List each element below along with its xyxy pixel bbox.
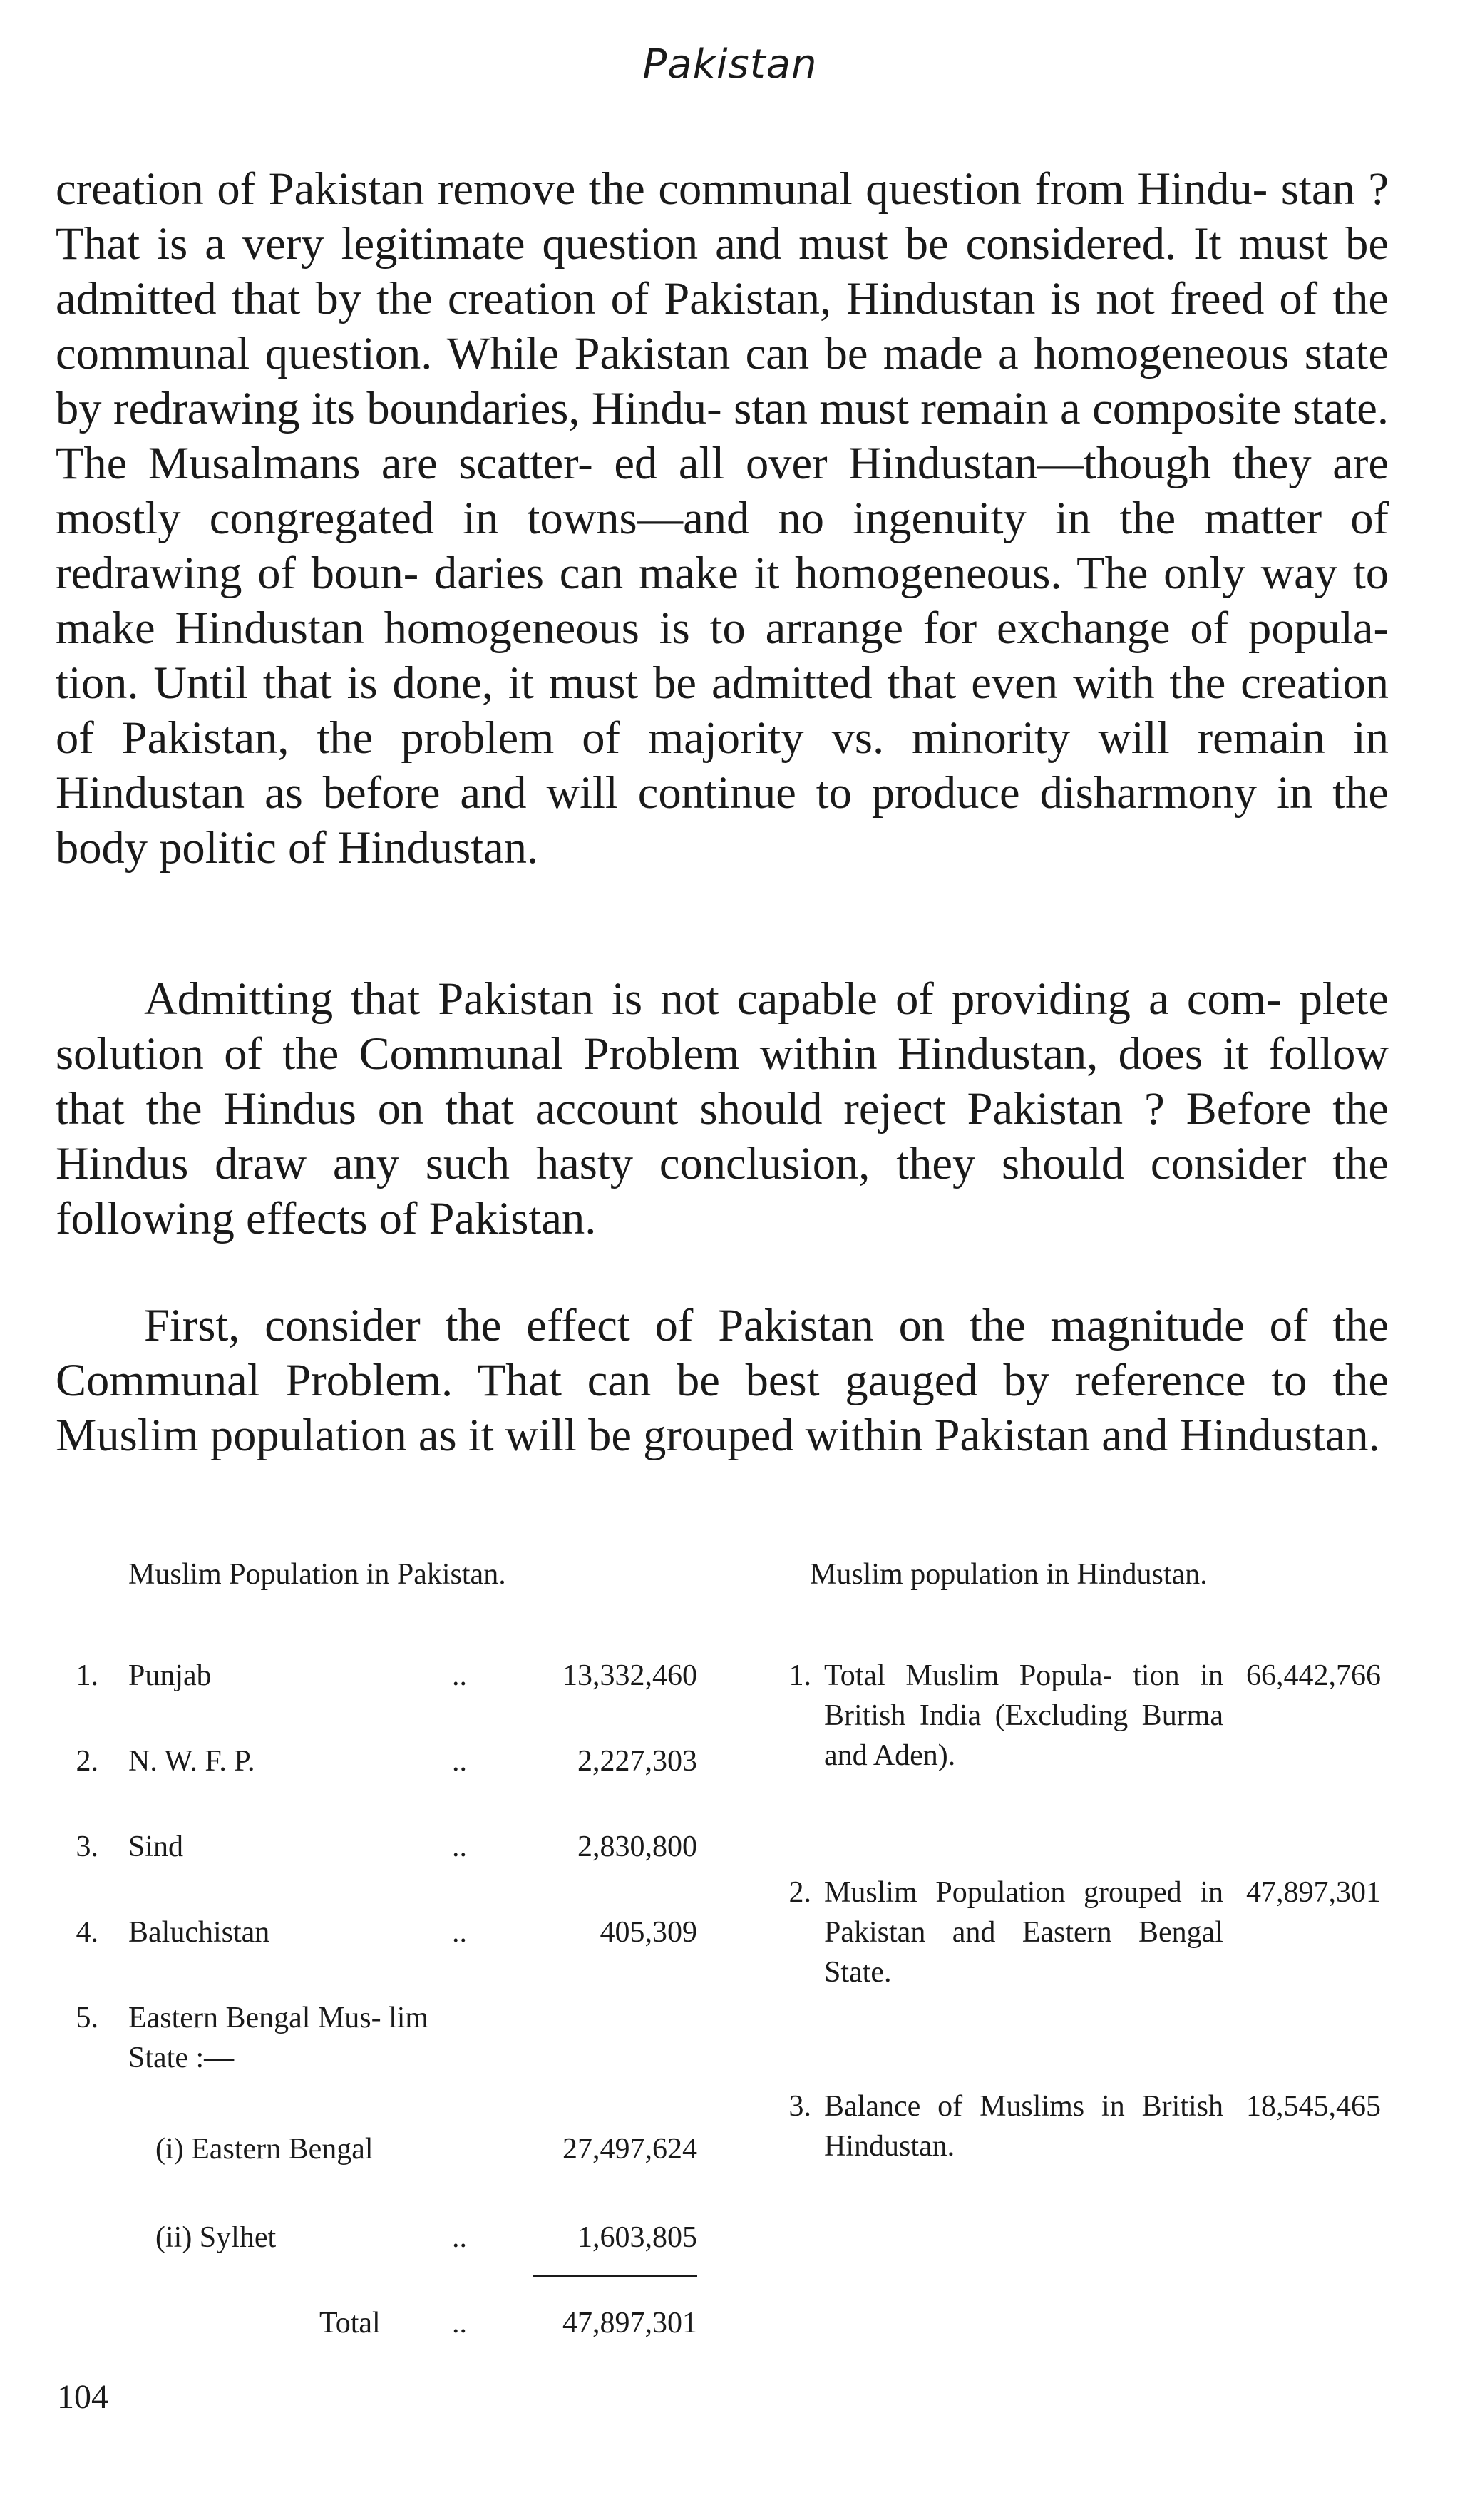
row-label: (i) Eastern Bengal (155, 2133, 374, 2166)
leader-dots: .. (452, 2307, 467, 2340)
table-pakistan-heading: Muslim Population in Pakistan. (128, 1558, 506, 1591)
page-number: 104 (57, 2378, 108, 2416)
row-value: 2,227,303 (577, 1745, 697, 1778)
row-label: N. W. F. P. (128, 1745, 255, 1778)
row-value: 18,545,465 (1246, 2090, 1381, 2123)
row-label: Eastern Bengal Mus- lim State :— (128, 2002, 429, 2074)
total-rule (533, 2275, 697, 2277)
row-value: 27,497,624 (562, 2133, 697, 2166)
paragraph-2: Admitting that Pakistan is not capable of providing a com- plete solution of the Communal Problem within Hindustan, does it follow that the Hindus on that account should reject Pakistan ? Before the Hindus draw any such hasty conclusion, they should consider the following effects of Pakistan. (56, 973, 1389, 1244)
table-hindustan (740, 1554, 1389, 2424)
row-value: 405,309 (600, 1916, 697, 1949)
row-label: Baluchistan (128, 1916, 270, 1949)
row-label: Punjab (128, 1659, 212, 1692)
table-hindustan-heading: Muslim population in Hindustan. (810, 1558, 1208, 1591)
row-label: Muslim Population grouped in Pakistan and Eastern Bengal State. (824, 1876, 1223, 1989)
row-value: 13,332,460 (562, 1659, 697, 1692)
population-tables (56, 1554, 1389, 2424)
row-value: 1,603,805 (577, 2221, 697, 2254)
row-number: 4. (76, 1916, 98, 1949)
leader-dots: .. (452, 1830, 467, 1863)
leader-dots: .. (452, 1659, 467, 1692)
total-label: Total (319, 2307, 381, 2340)
row-number: 3. (76, 1830, 98, 1863)
row-value: 47,897,301 (1246, 1876, 1381, 1909)
row-label: (ii) Sylhet (155, 2221, 277, 2254)
row-label: Sind (128, 1830, 184, 1863)
paragraph-3: First, consider the effect of Pakistan on the magnitude of the Communal Problem. That can be best gauged by reference to the Muslim population as it will be grouped within Pakistan and Hindustan. (56, 1300, 1389, 1460)
row-number: 1. (76, 1659, 98, 1692)
row-value: 2,830,800 (577, 1830, 697, 1863)
row-label: Balance of Muslims in British Hindustan. (824, 2090, 1223, 2163)
leader-dots: .. (452, 1916, 467, 1949)
row-number: 5. (76, 2002, 98, 2034)
row-number: 1. (788, 1659, 811, 1692)
running-head: Pakistan (642, 41, 818, 88)
row-number: 3. (788, 2090, 811, 2123)
row-value: 66,442,766 (1246, 1659, 1381, 1692)
row-number: 2. (76, 1745, 98, 1778)
total-value: 47,897,301 (562, 2307, 697, 2340)
leader-dots: .. (452, 2221, 467, 2254)
leader-dots: .. (452, 1745, 467, 1778)
row-label: Total Muslim Popula- tion in British India (Excluding Burma and Aden). (824, 1659, 1223, 1772)
table-pakistan (56, 1554, 697, 2424)
row-number: 2. (788, 1876, 811, 1909)
paragraph-1: creation of Pakistan remove the communal question from Hindu- stan ? That is a very legitimate question and must be considered. It must be admitted that by the creation of Pakistan, Hindustan is not freed of the communal question. While Pakistan can be made a homogeneous state by redrawing its boundaries, Hindu- stan must remain a composite state. The Musalmans are scatter- ed all over Hindustan—though they are mostly congregated in towns—and no ingenuity in the matter of redrawing of boun- daries can make it homogeneous. The only way to make Hindustan homogeneous is to arrange for exchange of popula- tion. Until that is done, it must be admitted that even with the creation of Pakistan, the problem of majority vs. minority will remain in Hindustan as before and will continue to produce disharmony in the body politic of Hindustan. (56, 163, 1389, 873)
